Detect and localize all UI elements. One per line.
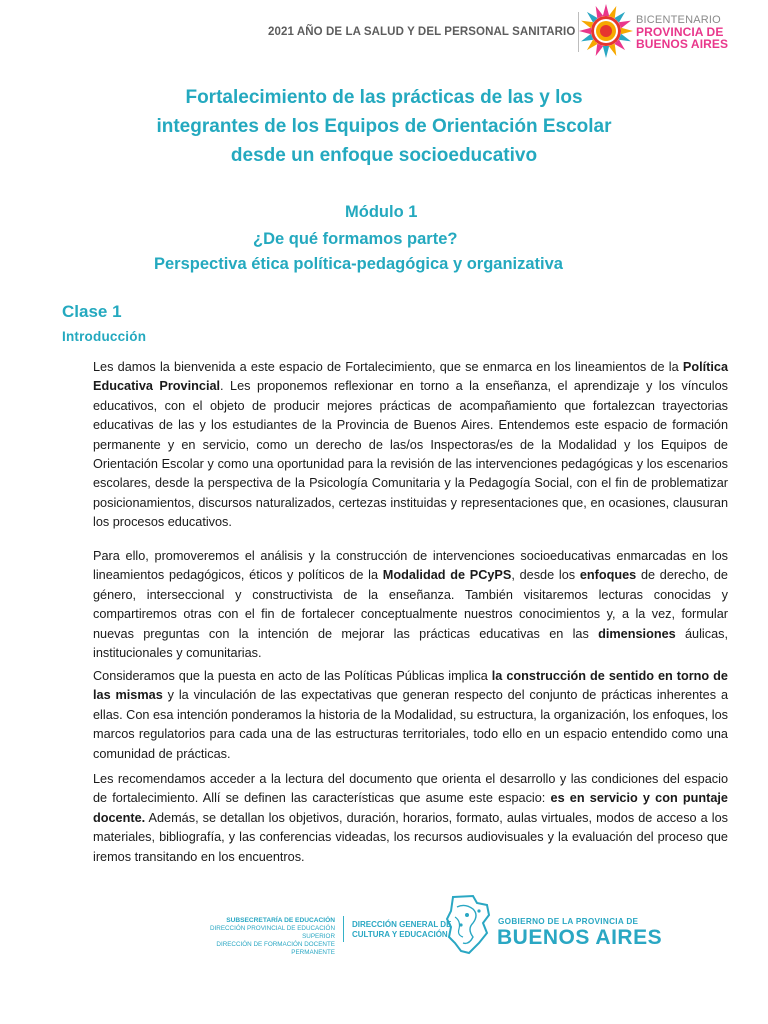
p4-bold-1: es en servicio y con puntaje docente. — [93, 791, 728, 825]
bicentenario-line3: BUENOS AIRES — [636, 37, 729, 51]
bicentenario-line2: PROVINCIA DE — [636, 25, 724, 39]
footer-direccion-general — [352, 920, 451, 940]
bicentenario-line1: BICENTENARIO — [636, 14, 721, 26]
p3-text-c: y la vinculación de las expectativas que generan respecto del conjunto de prácticas inherentes a ellas. Con esa intención ponderamos la historia de la Modalidad, su estructura, la organización, los enfoques, los marcos regulatorios para cada una de las estructuras territoriales, todo ello en un espacio entendido como una comunidad de prácticas. — [93, 688, 729, 761]
class-title: Clase 1 — [62, 302, 122, 321]
p2-text-c: , desde los — [511, 568, 580, 583]
paragraph-4 — [93, 770, 728, 867]
footer-gov-line: GOBIERNO DE LA PROVINCIA DE — [498, 917, 639, 926]
footer-left-line3: DIRECCIÓN DE FORMACIÓN DOCENTE PERMANENTE — [216, 941, 335, 956]
module-subtitle: Perspectiva ética política-pedagógica y organizativa — [154, 255, 563, 273]
footer-left-line1: SUBSECRETARÍA DE EDUCACIÓN — [226, 917, 335, 924]
title-line-2: integrantes de los Equipos de Orientación Escolar — [156, 116, 612, 137]
p2-bold-1: Modalidad de PCyPS — [382, 568, 512, 583]
module-title: Módulo 1 — [345, 203, 418, 221]
title-line-1: Fortalecimiento de las prácticas de las y los — [185, 87, 583, 108]
header-year-text: 2021 AÑO DE LA SALUD Y DEL PERSONAL SANITARIO — [268, 26, 576, 38]
p2-text-e: áulicas, institucionales y comunitarias. — [93, 626, 729, 661]
p2-bold-3: dimensiones — [598, 626, 676, 641]
p1-bold-1: Política Educativa Provincial — [93, 360, 728, 394]
p4-text-c: Además, se detallan los objetivos, duración, horarios, formato, aulas virtuales, modos de acceso a los materiales, bibliografía, y las conferencias videadas, los recursos audiovisuales y la evaluación del proceso que iremos transitando en los encuentros. — [93, 810, 728, 864]
p3-bold-1: la construcción de sentido en torno de las mismas — [93, 669, 728, 703]
bicentenario-logo-text — [636, 14, 728, 50]
p4-text-a: Les recomendamos acceder a la lectura del documento que orienta el desarrollo y las condiciones del espacio de fortalecimiento. Allí se definen las características que asume este espacio: — [93, 772, 728, 806]
p2-text-d: de derecho, de género, interseccional y constructivista de la enseñanza. También visitaremos lecturas conocidas y compartiremos otras con el fin de fortalecer conceptualmente nuestros conocimientos y, a la vez, formular nuevas preguntas con la intención de mejorar las prácticas educativas en las — [93, 568, 728, 641]
paragraph-2 — [93, 547, 728, 663]
paragraph-3 — [93, 667, 728, 764]
p2-bold-2: enfoques — [579, 568, 637, 583]
p1-text-c: . Les proponemos reflexionar en torno a la enseñanza, el aprendizaje y los vínculos educativos, con el objeto de producir mejores prácticas de acompañamiento que fortalezcan trayectorias educativas de las y los estudiantes de la Provincia de Buenos Aires. Entendemos este espacio de formación permanente y en servicio, como un derecho de las/os Inspectoras/es de la Modalidad y los Equipos de Orientación Escolar y como una oportunidad para la revisión de las intervenciones pedagógicas y los escenarios escolares, desde la perspectiva de la Psicología Comunitaria y la Pedagogía Social, con el fin de problematizar posicionamientos, discursos naturalizados, certezas instituidas y representaciones que, en ocasiones, clausuran los procesos educativos. — [93, 379, 728, 530]
module-question: ¿De qué formamos parte? — [253, 230, 458, 248]
footer-subsecretaria — [180, 917, 335, 957]
province-map-icon — [443, 893, 493, 957]
bicentenario-sun-logo — [578, 3, 634, 59]
paragraph-1 — [93, 358, 728, 533]
title-line-3: desde un enfoque socioeducativo — [230, 145, 538, 166]
p1-text-a: Les damos la bienvenida a este espacio de Fortalecimiento, que se enmarca en los lineamientos de la — [93, 360, 683, 374]
footer-buenos-aires: BUENOS AIRES — [497, 926, 663, 949]
document-title — [0, 83, 768, 170]
p2-text-a: Para ello, promoveremos el análisis y la construcción de intervenciones socioeducativas enmarcadas en los lineamientos pedagógicos, éticos y políticos de la — [93, 549, 728, 583]
section-heading: Introducción — [62, 329, 147, 344]
footer-mid-line1: DIRECCIÓN GENERAL DE — [352, 920, 452, 929]
footer-left-line2: DIRECCIÓN PROVINCIAL DE EDUCACIÓN SUPERIOR — [209, 925, 335, 940]
footer-mid-line2: CULTURA Y EDUCACIÓN — [352, 930, 448, 939]
p3-text-a: Consideramos que la puesta en acto de las Políticas Públicas implica — [93, 669, 492, 683]
footer-separator — [343, 916, 344, 942]
